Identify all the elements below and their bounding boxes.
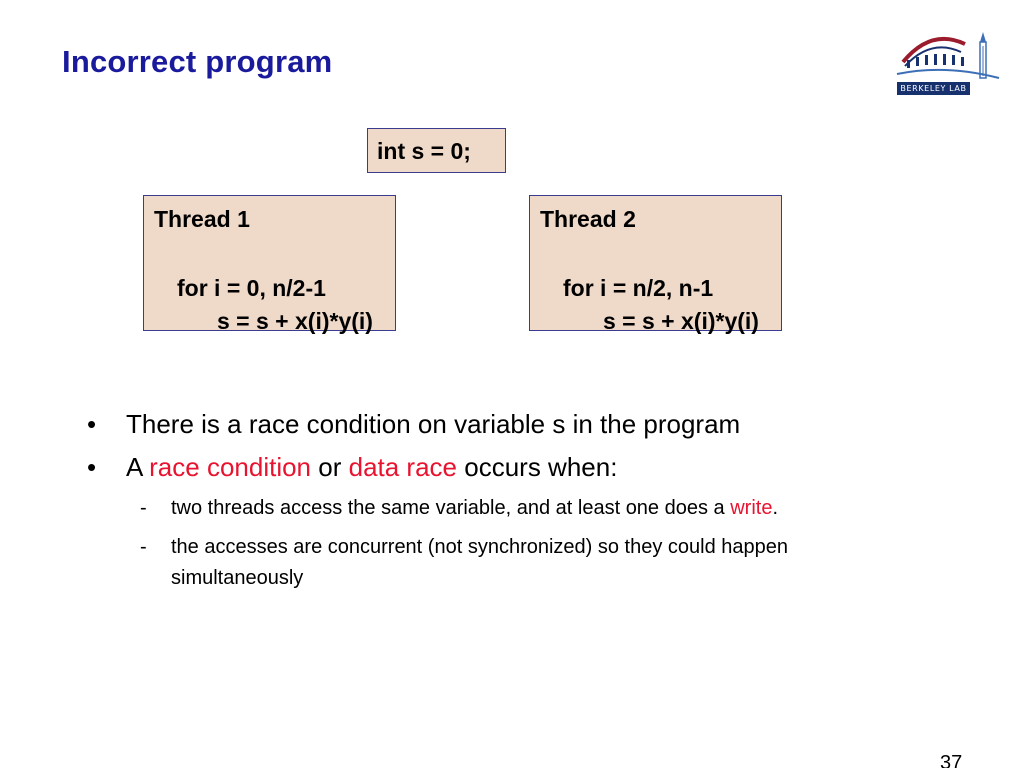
logo-tower <box>980 32 986 78</box>
bullet-list <box>87 407 967 602</box>
thread-1-title: Thread 1 <box>154 206 250 232</box>
bullet-text: There is a race condition on variable s in the program <box>126 409 741 439</box>
sub-bullet-marker: - <box>140 536 147 558</box>
highlight-data-race: data race <box>348 452 458 482</box>
thread-2-loop: for i = n/2, n-1 <box>563 275 714 301</box>
thread-1-loop: for i = 0, n/2-1 <box>177 275 326 301</box>
thread-1-body: s = s + x(i)*y(i) <box>217 308 373 334</box>
highlight-write: write <box>730 497 773 519</box>
berkeley-lab-logo <box>895 28 1003 98</box>
logo-wordmark: BERKELEY LAB <box>897 82 970 95</box>
sub-bullet-text: the accesses are concurrent (not synchronized) so they could happen simultaneously <box>171 536 789 589</box>
thread-2-body: s = s + x(i)*y(i) <box>603 308 759 334</box>
bullet-text-suffix: occurs when: <box>457 452 618 482</box>
bullet-text-middle: or <box>311 452 349 482</box>
logo-swoosh <box>897 70 999 78</box>
sub-bullet-item <box>87 532 891 594</box>
sub-bullet-marker: - <box>140 497 147 519</box>
highlight-race-condition: race condition <box>149 452 312 482</box>
sub-bullet-item <box>87 493 891 524</box>
thread-1-box <box>143 195 396 334</box>
logo-graphic <box>895 28 1003 84</box>
bullet-item <box>87 450 967 484</box>
shared-variable-code: int s = 0; <box>377 138 471 164</box>
thread-2-box <box>529 195 782 334</box>
sub-bullet-text: two threads access the same variable, and at least one does a <box>171 497 731 519</box>
bullet-marker: • <box>87 409 97 439</box>
thread-2-title: Thread 2 <box>540 206 636 232</box>
slide-title: Incorrect program <box>62 44 333 79</box>
sub-bullet-suffix: . <box>772 497 779 519</box>
page-number: 37 <box>940 752 963 768</box>
bullet-text-prefix: A <box>126 452 150 482</box>
bullet-marker: • <box>87 452 97 482</box>
shared-variable-box <box>367 128 506 173</box>
bullet-item <box>87 407 967 441</box>
